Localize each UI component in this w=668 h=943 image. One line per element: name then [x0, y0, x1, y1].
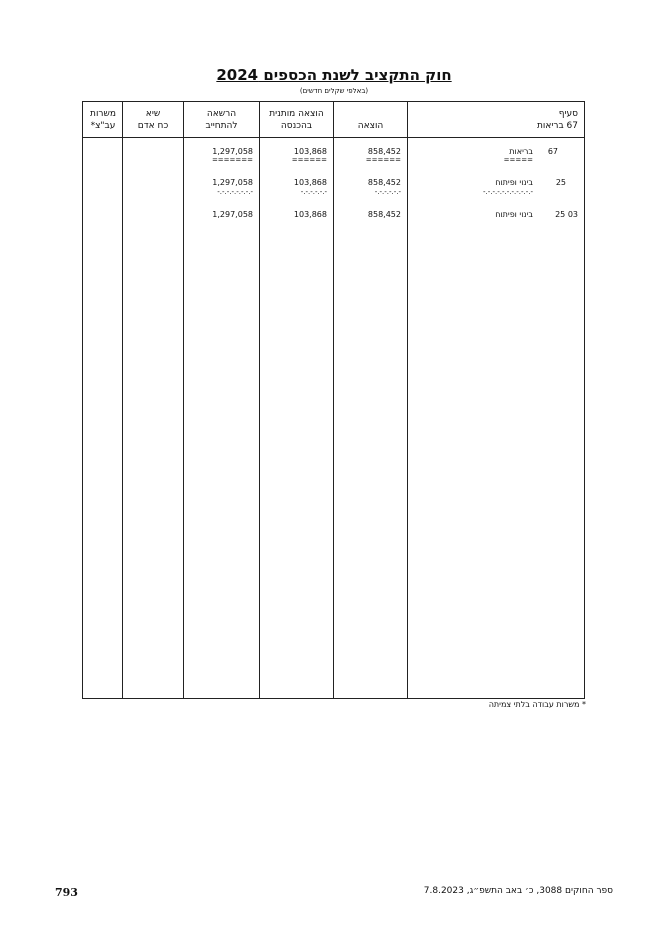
row-expense: 858,452 [367, 147, 401, 156]
row-expense-underline: ====== [365, 156, 401, 164]
column-divider [333, 102, 334, 698]
row-commitment: 1,297,058 [212, 147, 253, 156]
row-conditional: 103,868 [293, 147, 327, 156]
header-divider [83, 137, 584, 138]
row-label-underline: -.-.-.-.-.-.-.-.-.-.- [482, 188, 533, 196]
row-conditional: 103,868 [293, 178, 327, 187]
row-expense-underline: -.-.-.-.-.- [374, 188, 401, 196]
footnote: * משרות עבודה בלתי צמיתה [488, 700, 586, 709]
row-expense: 858,452 [367, 210, 401, 219]
page-title: חוק התקציב לשנת הכספים 2024 [216, 66, 452, 84]
row-label: בינוי ופיתוח [495, 210, 533, 219]
column-divider [407, 102, 408, 698]
page-number: 793 [55, 886, 78, 899]
header-expense: הוצאה [357, 121, 384, 131]
row-code: 25 03 [555, 210, 578, 219]
row-commitment-underline: -.-.-.-.-.-.-.- [217, 188, 253, 196]
budget-table [82, 101, 585, 699]
row-label-underline: ===== [503, 156, 533, 164]
row-commitment: 1,297,058 [212, 178, 253, 187]
row-label: בריאות [509, 147, 533, 156]
column-divider [259, 102, 260, 698]
footer-source: ספר החוקים 3088, כ׳ באב התשפ״ג, 7.8.2023 [423, 886, 613, 896]
header-commitment: הרשאה להתחייב [205, 109, 238, 131]
header-conditional-expense: הוצאה מותנית בהכנסה [269, 109, 324, 131]
row-conditional: 103,868 [293, 210, 327, 219]
header-workers: משרות עב"צ* [90, 109, 116, 131]
row-code: 25 [555, 178, 566, 187]
row-commitment: 1,297,058 [212, 210, 253, 219]
row-conditional-underline: -.-.-.-.-.- [300, 188, 327, 196]
row-expense: 858,452 [367, 178, 401, 187]
row-label: בינוי ופיתוח [495, 178, 533, 187]
row-conditional-underline: ====== [291, 156, 327, 164]
column-divider [122, 102, 123, 698]
row-commitment-underline: ======= [211, 156, 253, 164]
row-code: 67 [547, 147, 558, 156]
column-divider [183, 102, 184, 698]
page-subtitle: (באלפי שקלים חדשים) [299, 87, 369, 95]
header-manpower: שיא כח אדם [137, 109, 169, 131]
header-section: סעיף 67 בריאות [537, 109, 578, 131]
